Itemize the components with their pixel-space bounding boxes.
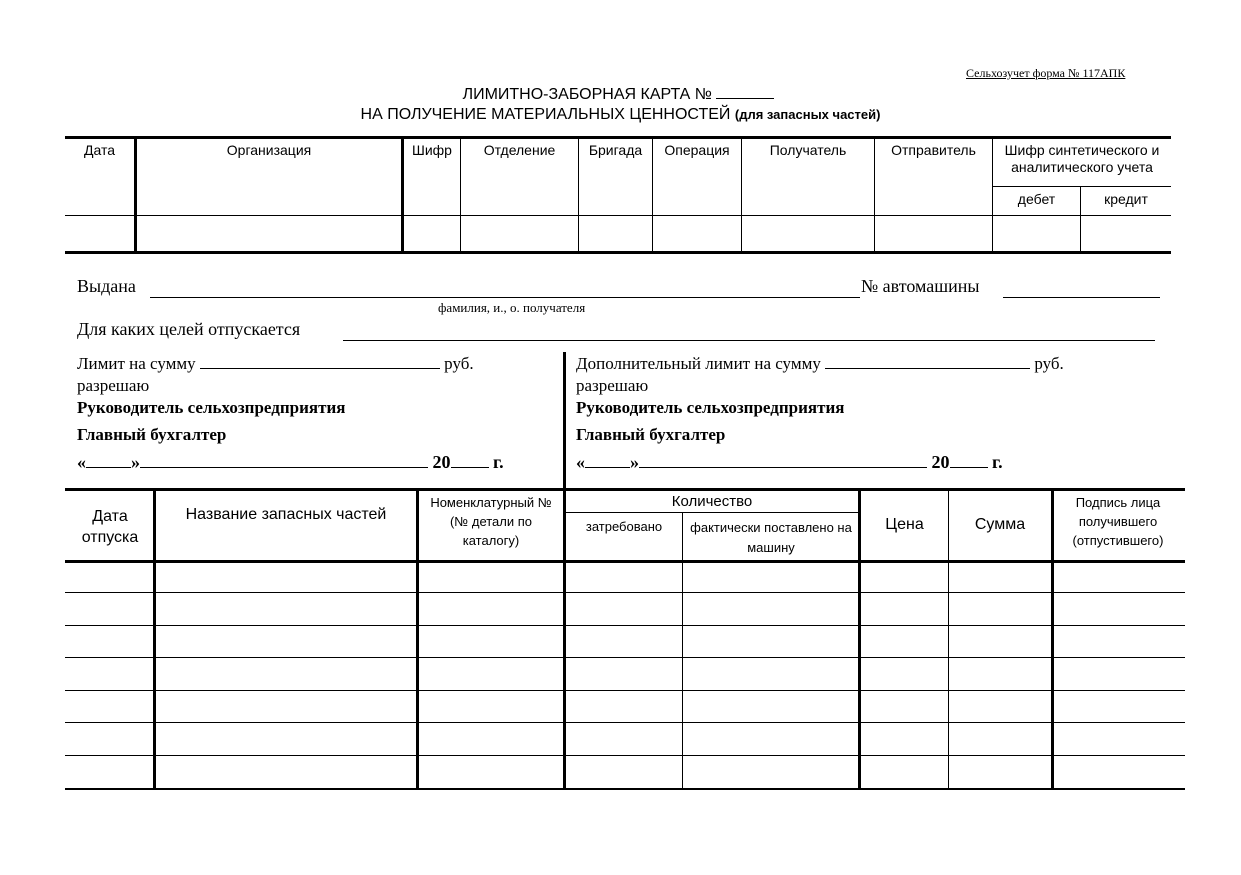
year-suffix: г.	[992, 452, 1003, 472]
limit-left-label: Лимит на сумму	[77, 354, 196, 373]
limit-right-currency: руб.	[1034, 354, 1064, 373]
col-credit: кредит	[1104, 191, 1148, 207]
input-recipient[interactable]	[742, 216, 874, 251]
col-sender: Отправитель	[891, 142, 976, 158]
table-row[interactable]	[65, 691, 1185, 722]
limit-left-amount-field[interactable]	[200, 354, 440, 369]
title-line2: НА ПОЛУЧЕНИЕ МАТЕРИАЛЬНЫХ ЦЕННОСТЕЙ	[360, 106, 731, 123]
purpose-label: Для каких целей отпускается	[77, 319, 301, 339]
date-close-quote: »	[630, 452, 639, 472]
limit-right-day-field[interactable]	[585, 453, 630, 468]
limit-left-approve: разрешаю	[77, 376, 150, 395]
limit-left-accountant: Главный бухгалтер	[77, 425, 227, 444]
issued-label: Выдана	[77, 276, 136, 296]
input-department[interactable]	[461, 216, 578, 251]
limit-left-year-field[interactable]	[451, 453, 489, 468]
input-brigade[interactable]	[579, 216, 652, 251]
form-code: Сельхозучет форма № 117АПК	[966, 66, 1126, 80]
col-debit: дебет	[1017, 191, 1056, 207]
date-close-quote: »	[131, 452, 140, 472]
col-sum: Сумма	[974, 516, 1026, 533]
col-nomenclature: Номенклатурный № (№ детали по каталогу)	[430, 495, 552, 548]
col-quantity-requested: затребовано	[585, 519, 663, 534]
col-part-name: Название запасных частей	[185, 506, 387, 523]
car-number-field[interactable]	[1003, 297, 1160, 298]
input-operation[interactable]	[653, 216, 741, 251]
input-credit[interactable]	[1081, 216, 1171, 251]
input-organization[interactable]	[137, 216, 401, 251]
title-line1: ЛИМИТНО-ЗАБОРНАЯ КАРТА №	[462, 86, 712, 103]
limit-left-day-field[interactable]	[86, 453, 131, 468]
limit-right-month-field[interactable]	[639, 453, 927, 468]
limit-divider	[563, 352, 566, 488]
col-quantity: Количество	[671, 493, 753, 510]
col-price: Цена	[885, 516, 924, 533]
purpose-field[interactable]	[343, 340, 1155, 341]
table-row[interactable]	[65, 756, 1185, 788]
input-date[interactable]	[65, 216, 134, 251]
input-cipher[interactable]	[404, 216, 460, 251]
year-prefix: 20	[931, 452, 950, 472]
table-row[interactable]	[65, 626, 1185, 657]
year-suffix: г.	[493, 452, 504, 472]
col-department: Отделение	[483, 142, 556, 158]
limit-right-amount-field[interactable]	[825, 354, 1030, 369]
limit-right-date	[576, 452, 1003, 473]
col-date: Дата	[83, 142, 115, 158]
col-recipient: Получатель	[769, 142, 847, 158]
col-quantity-actual: фактически поставлено на машину	[690, 520, 852, 555]
card-number-blank[interactable]	[716, 84, 774, 99]
issued-to-field[interactable]	[150, 297, 860, 298]
input-debit[interactable]	[993, 216, 1080, 251]
limit-right-approve: разрешаю	[576, 376, 649, 395]
table-row[interactable]	[65, 723, 1185, 755]
limit-right-accountant: Главный бухгалтер	[576, 425, 726, 444]
col-cipher: Шифр	[412, 142, 452, 158]
limit-left-currency: руб.	[444, 354, 474, 373]
col-organization: Организация	[226, 142, 312, 158]
table-row[interactable]	[65, 563, 1185, 592]
limit-left-date	[77, 452, 504, 473]
limit-left-month-field[interactable]	[140, 453, 428, 468]
table-row[interactable]	[65, 658, 1185, 690]
input-sender[interactable]	[875, 216, 992, 251]
table-row[interactable]	[65, 593, 1185, 625]
limit-right-head: Руководитель сельхозпредприятия	[576, 398, 845, 417]
title-line2-suffix: (для запасных частей)	[734, 107, 881, 122]
page-title	[0, 84, 1241, 125]
date-open-quote: «	[77, 452, 86, 472]
limit-right-year-field[interactable]	[950, 453, 988, 468]
year-prefix: 20	[432, 452, 451, 472]
col-operation: Операция	[664, 142, 730, 158]
col-account-cipher: Шифр синтетического и аналитического учета	[1004, 142, 1160, 175]
col-signature: Подпись лица получившего (отпустившего)	[1072, 495, 1164, 548]
col-issue-date: Дата отпуска	[81, 508, 139, 546]
car-number-label: № автомашины	[861, 276, 980, 296]
date-open-quote: «	[576, 452, 585, 472]
limit-right-label: Дополнительный лимит на сумму	[576, 354, 821, 373]
recipient-name-hint: фамилия, и., о. получателя	[438, 300, 586, 315]
col-brigade: Бригада	[588, 142, 643, 158]
limit-left-head: Руководитель сельхозпредприятия	[77, 398, 346, 417]
